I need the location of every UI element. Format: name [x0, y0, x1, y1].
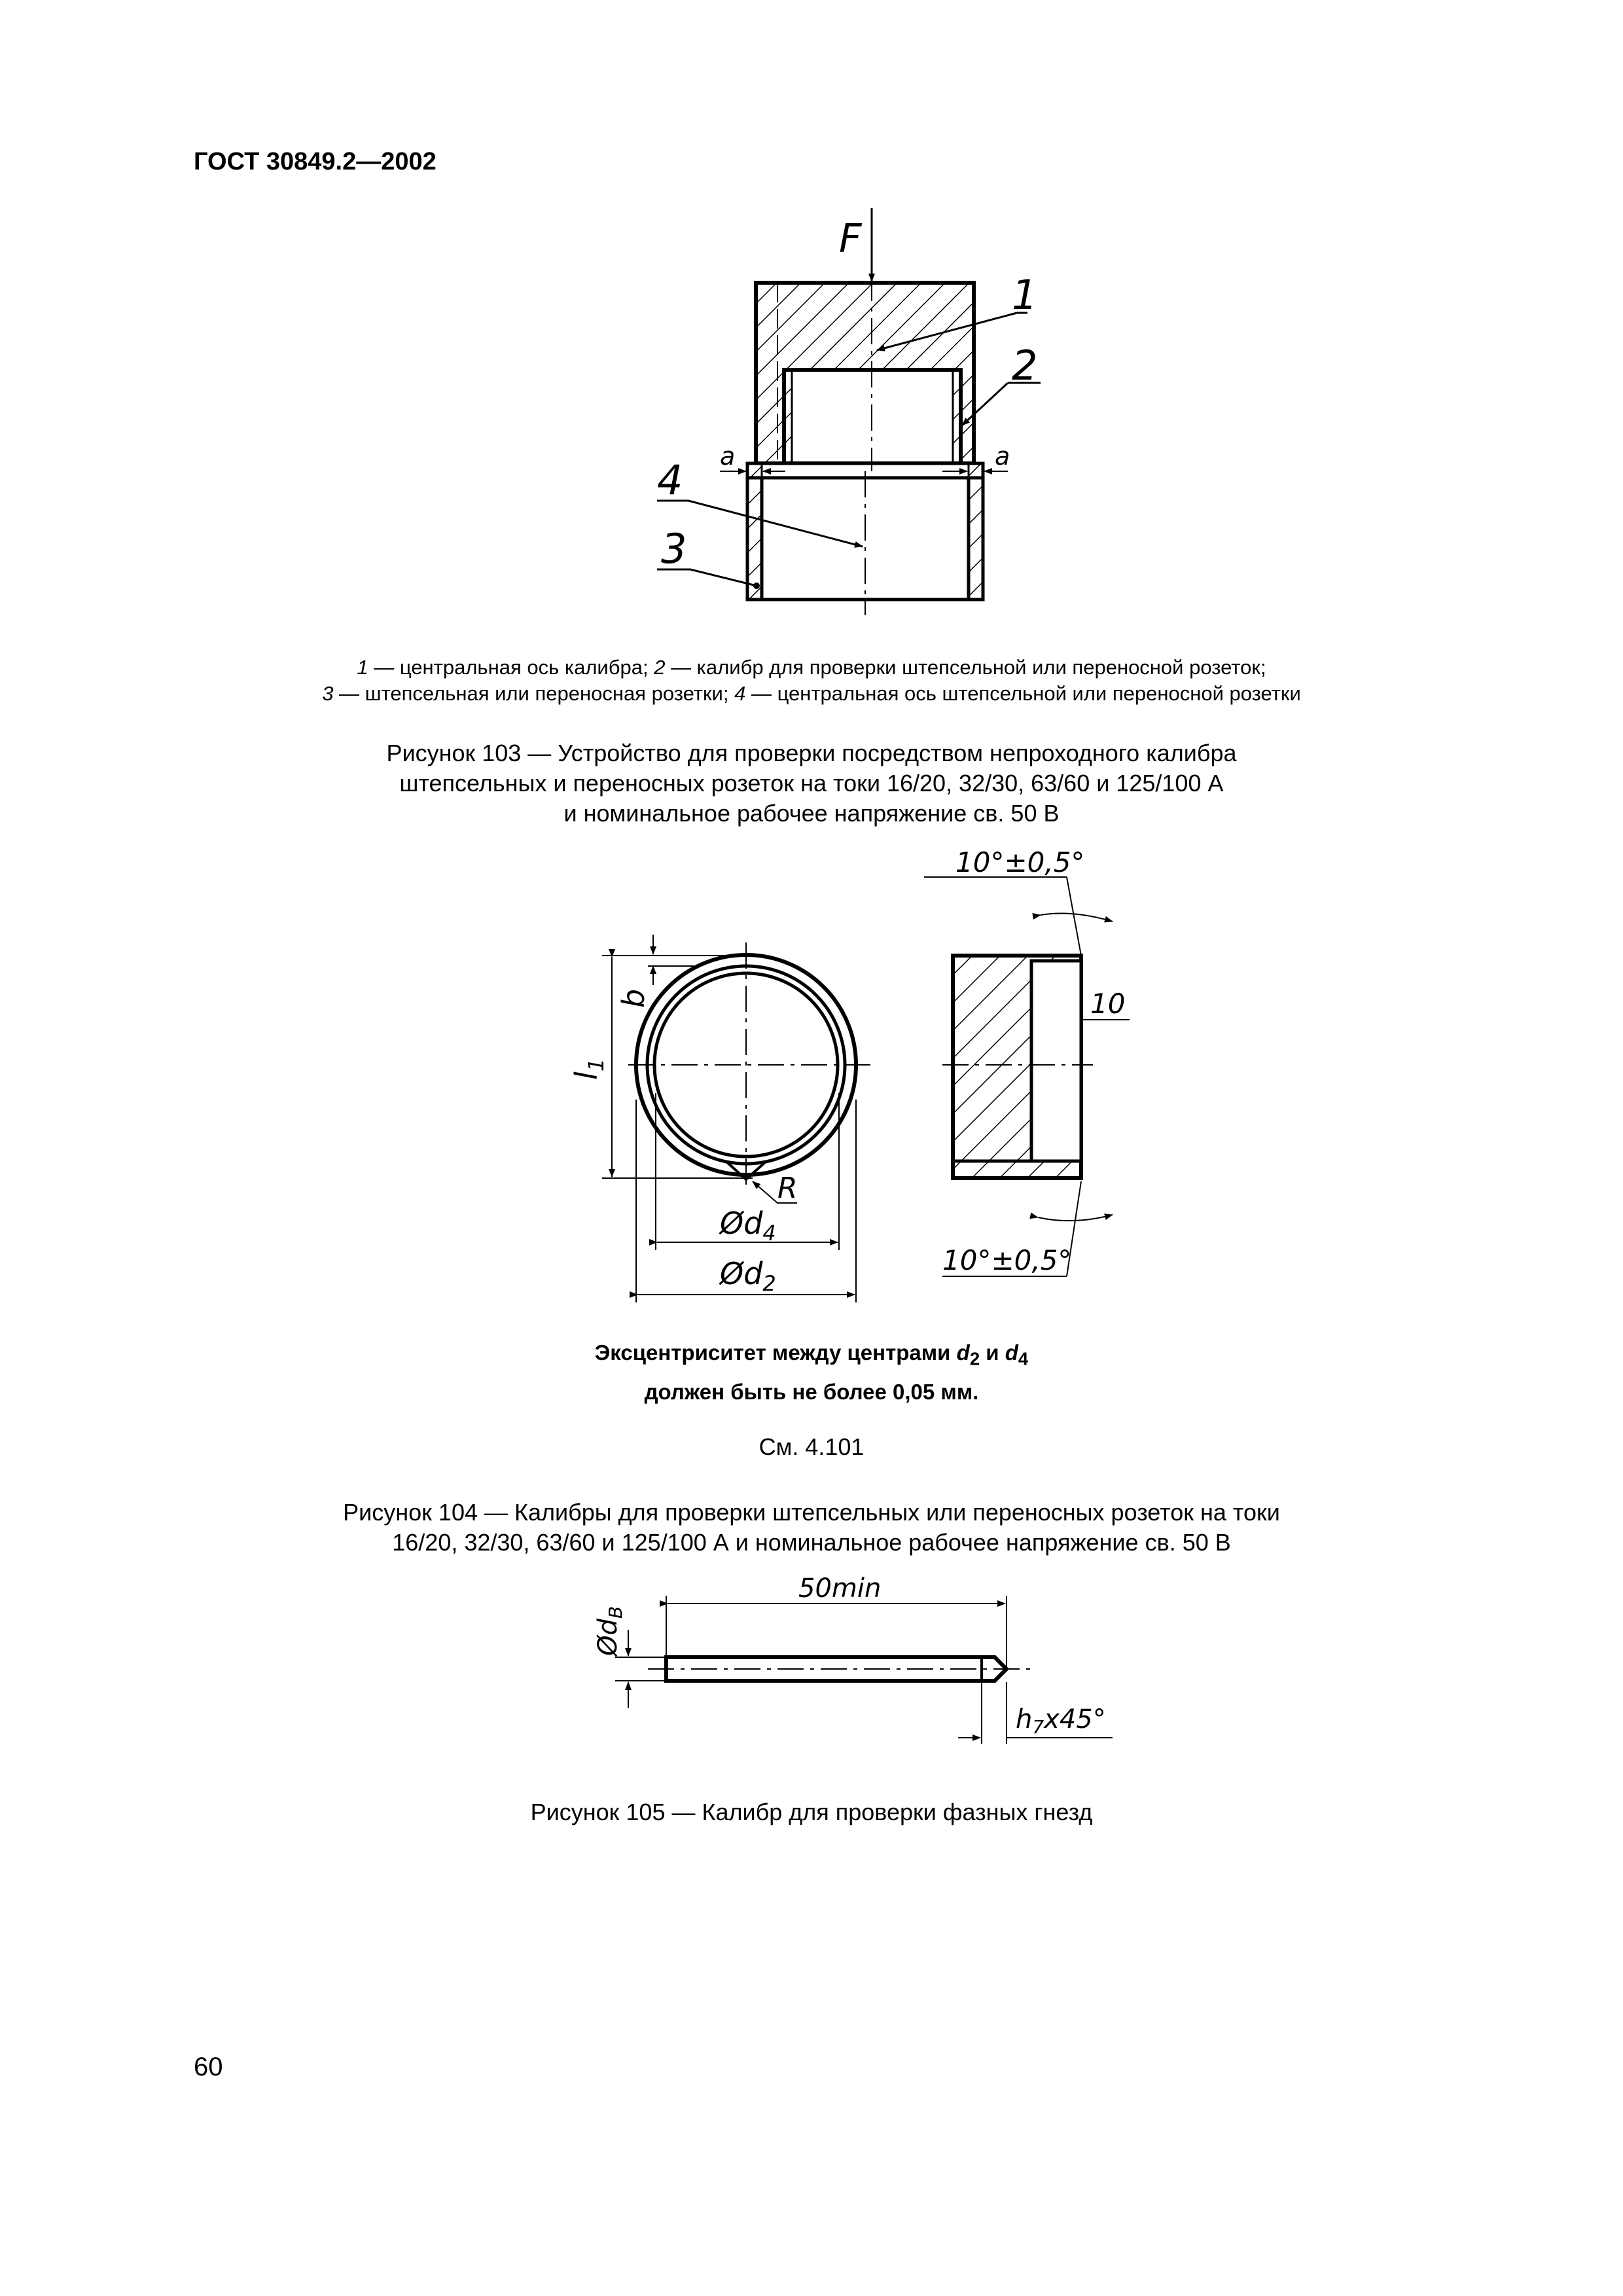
label-d2: $Ød_2$ — [720, 1256, 776, 1296]
label-angle-top: 10°±0,5° — [955, 846, 1085, 878]
label-force: F — [839, 216, 862, 262]
figure-105-caption: Рисунок 105 — Калибр для проверки фазных гнезд — [530, 1799, 1093, 1825]
label-item-4: 4 — [657, 456, 683, 504]
label-r: R — [777, 1172, 798, 1205]
label-angle-bottom: 10°±0,5° — [942, 1244, 1072, 1276]
label-d4: $Ød_4$ — [720, 1206, 776, 1246]
figure-104-drawing — [0, 844, 1623, 1316]
figure-105-drawing — [0, 1571, 1623, 1767]
label-item-3: 3 — [661, 525, 687, 573]
document-header: ГОСТ 30849.2—2002 — [194, 148, 437, 175]
gauge-body — [756, 283, 974, 463]
figure-104-reference: См. 4.101 — [758, 1433, 865, 1460]
pin-gauge — [648, 1657, 1034, 1681]
figure-103-legend: 1 — центральная ось калибра; 2 — калибр для проверки штепсельной или переносной розеток; 3 — штепсельная или переносная розетки; 4 — центральная ось штепсельной или переносной розетки — [322, 656, 1301, 705]
ring-gauge-front-view — [628, 942, 870, 1191]
figure-103-caption: Рисунок 103 — Устройство для проверки посредством непроходного калибра штепсельных и переносных розеток на токи 16/20, 32/30, 63/60 и 125/100 А и номинальное рабочее напряжение св. 50 В — [386, 740, 1237, 827]
label-l1: $l_1$ — [569, 1058, 609, 1080]
label-diameter: $Ød_B$ — [593, 1605, 626, 1656]
label-chamfer: $h_7x45^\circ$ — [1016, 1704, 1106, 1738]
figure-104-note: Эксцентриситет между центрами $d_2$ и $d_4$ должен быть не более 0,05 мм. — [594, 1340, 1029, 1404]
page-number: 60 — [194, 2053, 223, 2081]
ring-gauge-section-view — [942, 956, 1093, 1178]
label-gap-right: a — [995, 442, 1010, 471]
label-gap-left: a — [720, 442, 736, 471]
label-length: 50min — [798, 1573, 882, 1604]
figure-104-caption: Рисунок 104 — Калибры для проверки штепсельных или переносных розеток на токи 16/20, 32/30, 63/60 и 125/100 А и номинальное рабочее напряжение св. 50 В — [343, 1499, 1280, 1556]
label-item-2: 2 — [1012, 342, 1038, 389]
label-depth: 10 — [1090, 988, 1126, 1020]
label-b: b — [616, 988, 651, 1008]
label-item-1: 1 — [1012, 271, 1038, 319]
